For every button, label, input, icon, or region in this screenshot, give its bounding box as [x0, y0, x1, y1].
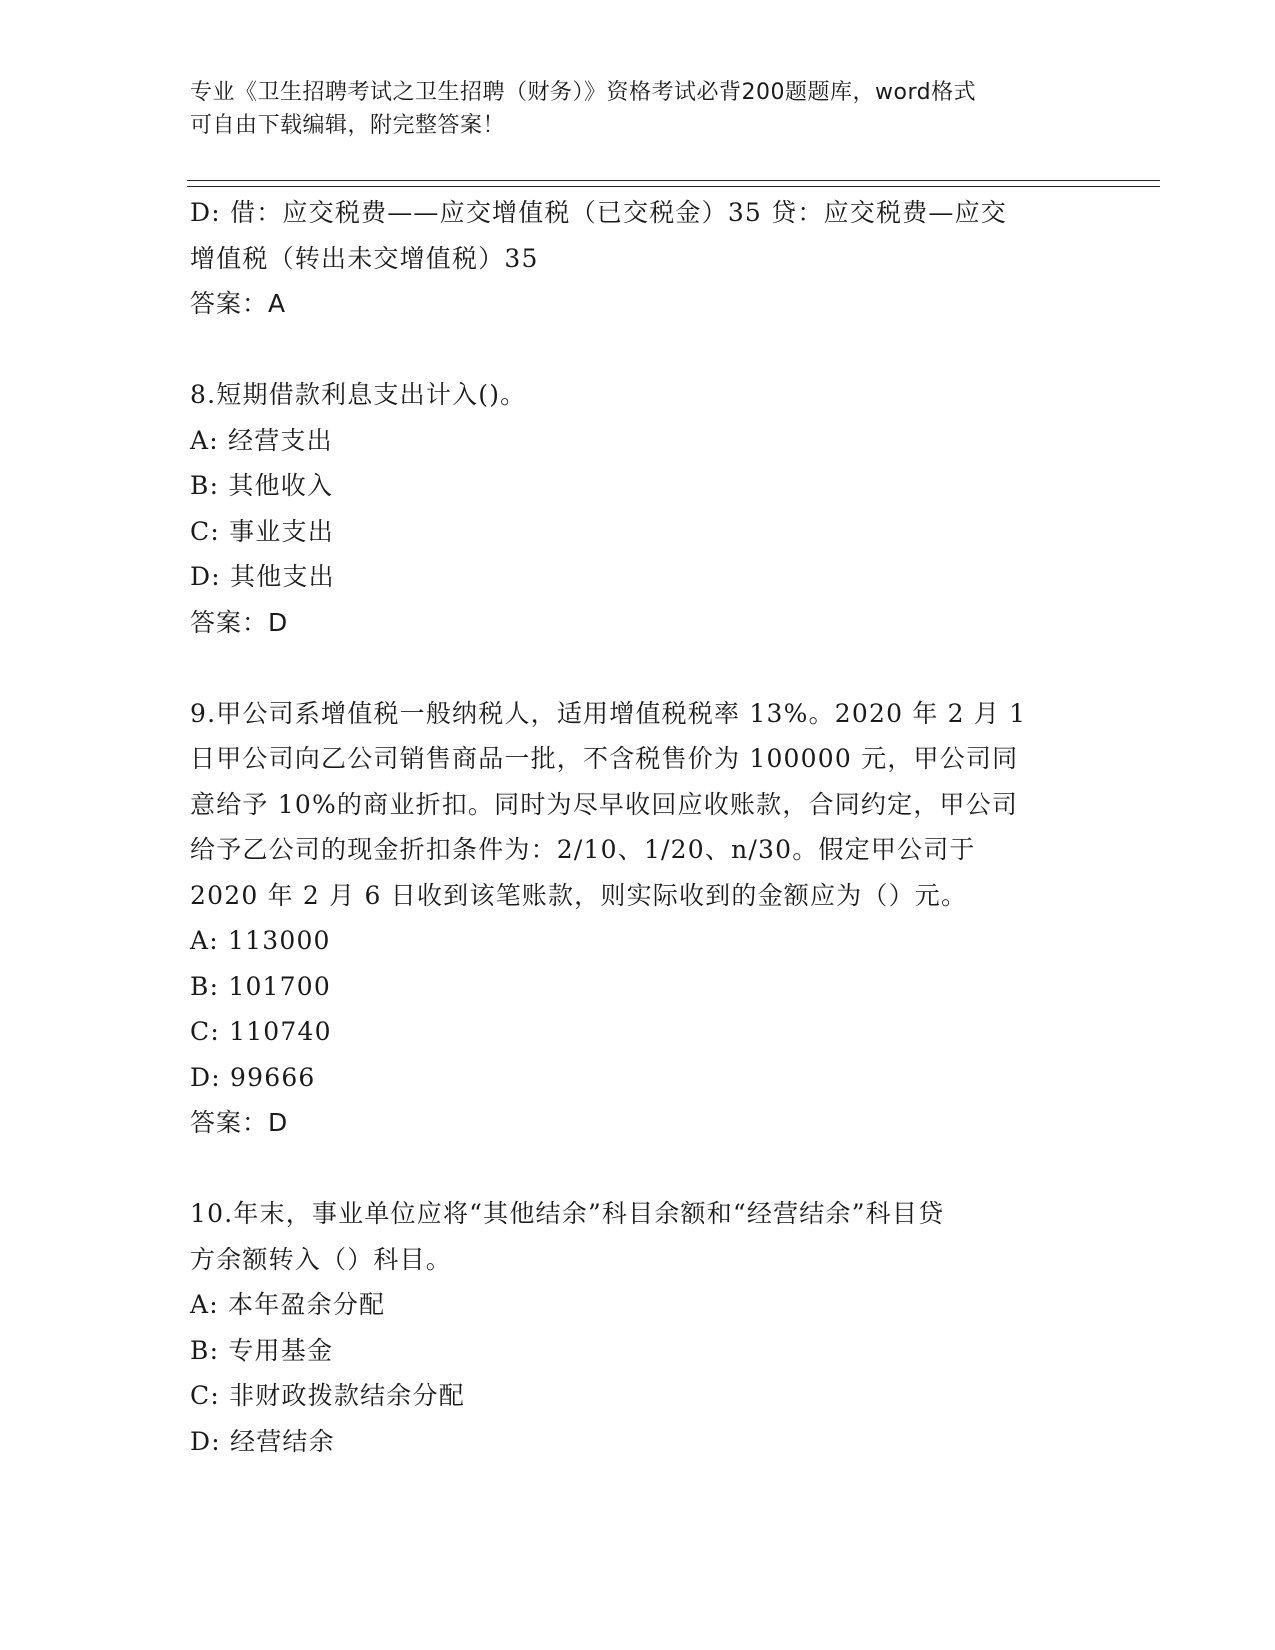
q10-option-a: A: 本年盈余分配: [190, 1290, 386, 1319]
spacer: [190, 1146, 1090, 1192]
q10-option-c: C: 非财政拨款结余分配: [190, 1381, 465, 1410]
header-title-line-1: 专业《卫生招聘考试之卫生招聘（财务）》资格考试必背200题题库，word格式: [190, 80, 977, 105]
header-divider-bottom: [187, 186, 1160, 187]
header-title-line-2: 可自由下载编辑，附完整答案！: [190, 113, 506, 138]
question-7-block: [190, 190, 1090, 327]
spacer: [190, 327, 1090, 373]
q10-stem-line-1: 10.年末，事业单位应将“其他结余”科目余额和“经营结余”科目贷: [190, 1199, 945, 1228]
header-divider-top: [187, 180, 1160, 181]
q9-option-b: B: 101700: [190, 971, 331, 1001]
q10-stem-line-2: 方余额转入（）科目。: [190, 1244, 453, 1274]
question-10-block: [190, 1191, 1090, 1464]
q7-option-d-line-2: 增值税（转出未交增值税）35: [190, 243, 539, 273]
q8-option-a: A: 经营支出: [190, 425, 333, 455]
q9-option-c: C: 110740: [190, 1017, 332, 1046]
document-header: [190, 76, 1090, 142]
q8-option-c: C: 事业支出: [190, 516, 334, 546]
q8-option-d: D: 其他支出: [190, 562, 335, 591]
q9-stem-line-2: 日甲公司向乙公司销售商品一批，不含税售价为 100000 元，甲公司同: [190, 744, 1019, 773]
q8-answer: 答案：D: [190, 607, 289, 637]
question-list: [190, 190, 1090, 1464]
q9-stem-line-4: 给予乙公司的现金折扣条件为：2/10、1/20、n/30。假定甲公司于: [190, 835, 976, 864]
question-8-block: [190, 372, 1090, 645]
question-9-block: [190, 691, 1090, 1146]
q9-option-d: D: 99666: [190, 1062, 316, 1092]
q9-option-a: A: 113000: [190, 926, 331, 955]
q9-answer: 答案：D: [190, 1108, 289, 1137]
spacer: [190, 645, 1090, 691]
q10-option-d: D: 经营结余: [190, 1426, 335, 1456]
q8-option-b: B: 其他收入: [190, 471, 334, 500]
q9-stem-line-3: 意给予 10%的商业折扣。同时为尽早收回应收账款，合同约定，甲公司: [190, 789, 1019, 819]
q9-stem-line-5: 2020 年 2 月 6 日收到该笔账款，则实际收到的金额应为（）元。: [190, 880, 968, 910]
q7-answer: 答案：A: [190, 289, 287, 318]
q7-option-d-line-1: D: 借：应交税费——应交增值税（已交税金）35 贷：应交税费—应交: [190, 198, 1007, 227]
q8-stem: 8.短期借款利息支出计入()。: [190, 380, 527, 409]
q9-stem-line-1: 9.甲公司系增值税一般纳税人，适用增值税税率 13%。2020 年 2 月 1: [190, 698, 1027, 728]
q10-option-b: B: 专用基金: [190, 1335, 334, 1365]
